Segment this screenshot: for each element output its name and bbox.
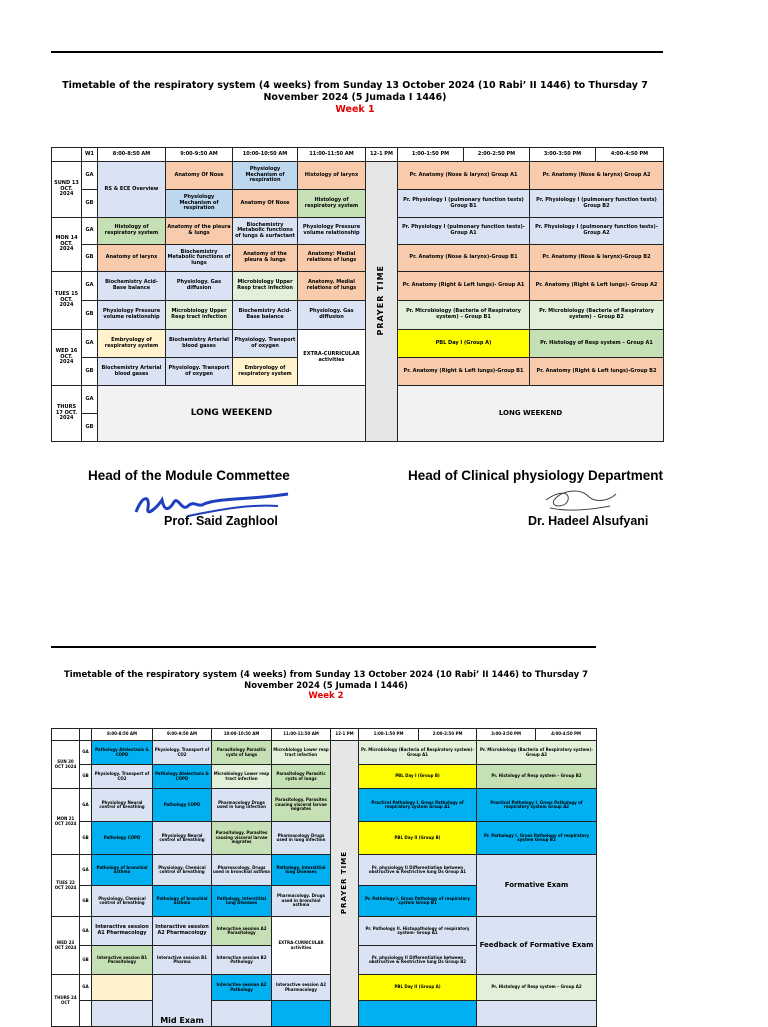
practical-cell: Pr. Microbiology (Bacteria of Respiratory system) – Group B1	[398, 301, 530, 330]
group-ga: GA	[80, 741, 92, 765]
class-cell: Physiology. Transport of CO2	[153, 741, 212, 765]
group-gb: GB	[82, 245, 98, 272]
group-gb: GB	[82, 358, 98, 386]
group-ga: GA	[80, 855, 92, 886]
practical-cell: Pr. Pathology I. Gross Pathology of respiratory system Group B2	[477, 822, 597, 855]
header-10am: 10:00-10:50 AM	[212, 729, 272, 741]
week2-title: Timetable of the respiratory system (4 weeks) from Sunday 13 October 2024 (10 Rabi’ II 1446) to Thursday 7 November 2024 (5 Jumada I 1446)	[63, 670, 589, 691]
header-1pm: 1:00-1:50 PM	[398, 148, 464, 162]
class-cell	[92, 975, 153, 1001]
class-cell: Anatomy. Medial relations of lungs	[298, 272, 366, 301]
header-3pm: 3:00-3:50 PM	[477, 729, 536, 741]
class-cell: Physiology Pressure volume relationship	[98, 301, 166, 330]
header-prayer: 12-1 PM	[331, 729, 359, 741]
practical-cell: Pr. Pathology II. Histopathology of respiratory system- Group A1	[359, 917, 477, 946]
class-cell: Biochemistry Arterial blood gases	[98, 358, 166, 386]
long-weekend-am: LONG WEEKEND	[98, 386, 366, 442]
class-cell: Biochemistry Acid-Base balance	[98, 272, 166, 301]
header-3pm: 3:00-3:50 PM	[530, 148, 596, 162]
left-signature-name: Prof. Said Zaghlool	[164, 514, 278, 528]
class-cell: Biochemistry Metabolic functions of lungs & surfactant	[233, 218, 298, 245]
class-cell: Interactive session A1 Pharmacology	[92, 917, 153, 946]
week1-title-block	[55, 80, 655, 116]
day-sun: SUND 13 OCT. 2024	[52, 162, 82, 218]
header-prayer: 12-1 PM	[366, 148, 398, 162]
header-11am: 11:00-11:50 AM	[298, 148, 366, 162]
class-cell: Anatomy Of Nose	[166, 162, 233, 190]
class-cell: Physiology. Gas diffusion	[298, 301, 366, 330]
class-cell: Interactive session A2 Pharmacology	[153, 917, 212, 946]
group-gb: GB	[82, 414, 98, 442]
class-cell: Biochemistry Arterial blood gases	[166, 330, 233, 358]
practical-cell: Practical Pathology I. Gross Pathology of respiratory system Group A1	[359, 789, 477, 822]
day-tue: TUES 15 OCT. 2024	[52, 272, 82, 330]
day-sun: SUN 20 OCT 2024	[52, 741, 80, 789]
class-cell: Histology of respiratory system	[98, 218, 166, 245]
practical-cell	[477, 1001, 597, 1027]
practical-cell: Pr. Histology of Resp system – Group A1	[530, 330, 664, 358]
practical-cell: Pr. Physiology I (pulmonary function tests) Group B2	[530, 190, 664, 218]
week1-title: Timetable of the respiratory system (4 weeks) from Sunday 13 October 2024 (10 Rabi’ II 1446) to Thursday 7 November 2024 (5 Jumada I 1446)	[62, 80, 648, 103]
formative-exam: Formative Exam	[477, 855, 597, 917]
prayer-time-label: PRAYER TIME	[339, 851, 348, 915]
right-signature-label: Head of Clinical physiology Department	[408, 468, 664, 483]
group-ga: GA	[82, 272, 98, 301]
class-cell: Pathology Atelectasis & COPD	[153, 765, 212, 789]
day-mon: MON 21 OCT 2024	[52, 789, 80, 855]
day-wed: WED 23 OCT 2024	[52, 917, 80, 975]
class-cell: Pathology of bronchial asthma	[153, 886, 212, 917]
practical-cell: Pr. Pathology I. Gross Pathology of respiratory system Group B1	[359, 886, 477, 917]
class-cell: Parasitology. Parasites causing visceral larvae migrates	[212, 822, 272, 855]
corner-cell	[80, 729, 92, 741]
class-cell: EXTRA-CURRICULAR activities	[272, 917, 331, 975]
practical-cell: Pr. Physiology I (pulmonary function tests)- Group A1	[398, 218, 530, 245]
class-cell: Physiology Mechanism of respiration	[233, 162, 298, 190]
day-mon: MON 14 OCT. 2024	[52, 218, 82, 272]
class-cell: Pathology Atelectasis & COPD	[92, 741, 153, 765]
group-gb: GB	[80, 765, 92, 789]
class-cell: Anatomy of larynx	[98, 245, 166, 272]
practical-cell: Pr. Anatomy (Right & Left lungs)-Group B1	[398, 358, 530, 386]
header-week: W1	[82, 148, 98, 162]
class-cell: Physiology. Transport of oxygen	[166, 358, 233, 386]
class-cell: Interactive session A2 Parasitology	[212, 917, 272, 946]
practical-cell: Pr. physiology II Differentiation between obstructive & Restrictive lung Ds Group A1	[359, 855, 477, 886]
header-9am: 9:00-9:50 AM	[153, 729, 212, 741]
practical-cell: Pr. Histology of Resp system – Group A2	[477, 975, 597, 1001]
group-ga: GA	[82, 162, 98, 190]
class-cell: EXTRA-CURRICULAR activities	[298, 330, 366, 386]
class-cell: Pharmacology. Drugs used in bronchial asthma	[212, 855, 272, 886]
header-8am: 8:00-8:50 AM	[98, 148, 166, 162]
day-thu: THURS 17 OCT. 2024	[52, 386, 82, 442]
group-gb: GB	[80, 822, 92, 855]
class-cell: Physiology Neural control of breathing	[92, 789, 153, 822]
prayer-time	[366, 162, 398, 442]
practical-cell: Pr. Anatomy (Nose & larynx) Group A1	[398, 162, 530, 190]
week2-label: Week 2	[308, 691, 344, 702]
practical-cell: Pr. Microbiology (Bacteria of Respiratory system) – Group B2	[530, 301, 664, 330]
class-cell: Embryology of respiratory system	[233, 358, 298, 386]
group-ga: GA	[82, 386, 98, 414]
header-2pm: 2:00-2:50 PM	[419, 729, 477, 741]
class-cell: Parasitology Parasitic cysts of lungs	[272, 765, 331, 789]
header-4pm: 4:00-4:50 PM	[536, 729, 597, 741]
class-cell: Physiology Pressure volume relationship	[298, 218, 366, 245]
group-ga: GA	[82, 330, 98, 358]
class-cell	[92, 1001, 153, 1027]
group-gb: GB	[82, 190, 98, 218]
formative-feedback: Feedback of Formative Exam	[477, 917, 597, 975]
practical-cell: Pr. Anatomy (Nose & larynx) Group A2	[530, 162, 664, 190]
class-cell: Pathology. Interstitial lung Diseases	[272, 855, 331, 886]
class-cell: Interactive session B2 Pathology	[212, 946, 272, 975]
practical-cell: Pr. Physiology I (pulmonary function tests)- Group A2	[530, 218, 664, 245]
class-cell: Physiology Neural control of breathing	[153, 822, 212, 855]
group-gb	[80, 1001, 92, 1027]
practical-cell: Pr. physiology II Differentiation between obstructive & Restrictive lung Ds Group B2	[359, 946, 477, 975]
group-gb: GB	[80, 946, 92, 975]
practical-cell: PBL Day II (Group B)	[359, 822, 477, 855]
class-cell: Physiology. Transport of CO2	[92, 765, 153, 789]
group-gb: GB	[82, 301, 98, 330]
class-cell: Parasitology Parasitic cysts of lungs	[212, 741, 272, 765]
class-cell: Histology of respiratory system	[298, 190, 366, 218]
practical-cell: Pr. Anatomy (Nose & larynx)-Group B1	[398, 245, 530, 272]
class-cell: Anatomy of the pleura & lungs	[233, 245, 298, 272]
right-signature-name: Dr. Hadeel Alsufyani	[528, 514, 649, 528]
week2-timetable	[51, 728, 597, 1027]
day-tue: TUES 22 OCT 2024	[52, 855, 80, 917]
group-ga: GA	[80, 917, 92, 946]
practical-cell: Pr. Histology of Resp system – Group B2	[477, 765, 597, 789]
class-cell: Physiology. Chemical control of breathing	[153, 855, 212, 886]
class-cell: Physiology. Transport of oxygen	[233, 330, 298, 358]
right-signature-scribble	[540, 486, 620, 514]
group-gb: GB	[80, 886, 92, 917]
day-thu: THURS 24 OCT	[52, 975, 80, 1027]
class-cell: Physiology Mechanism of respiration	[166, 190, 233, 218]
class-cell: Microbiology Lower resp tract infection	[272, 741, 331, 765]
class-cell: Microbiology Upper Resp tract infection	[166, 301, 233, 330]
group-ga: GA	[82, 218, 98, 245]
practical-cell: Pr. Anatomy (Right & Left lungs)-Group B2	[530, 358, 664, 386]
class-cell: Physiology. Chemical control of breathing	[92, 886, 153, 917]
long-weekend-pm: LONG WEEKEND	[398, 386, 664, 442]
class-cell: Microbiology Lower resp tract infection	[212, 765, 272, 789]
class-cell: Anatomy Of Nose	[233, 190, 298, 218]
top-rule	[51, 51, 663, 53]
class-cell: Parasitology. Parasites causing visceral larvae migrates	[272, 789, 331, 822]
prayer-time-label: PRAYER TIME	[376, 264, 386, 336]
practical-cell: PBL Day II (Group A)	[359, 975, 477, 1001]
practical-cell	[359, 1001, 477, 1027]
class-cell: Pathology COPD	[153, 789, 212, 822]
corner-cell	[52, 729, 80, 741]
class-cell: Biochemistry Metabolic functions of lungs	[166, 245, 233, 272]
class-cell: Pharmacology. Drugs used in bronchial asthma	[272, 886, 331, 917]
practical-cell: Pr. Physiology I (pulmonary function tests) Group B1	[398, 190, 530, 218]
class-cell: Pathology COPD	[92, 822, 153, 855]
header-2pm: 2:00-2:50 PM	[464, 148, 530, 162]
prayer-time	[331, 741, 359, 1027]
corner-cell	[52, 148, 82, 162]
header-8am: 8:00-8:50 AM	[92, 729, 153, 741]
practical-cell: Pr. Microbiology (Bacteria of Respiratory system)-Group A2	[477, 741, 597, 765]
class-cell: Pharmacology Drugs used in lung infection	[272, 822, 331, 855]
class-cell: Physiology. Gas diffusion	[166, 272, 233, 301]
class-cell	[212, 1001, 272, 1027]
day-wed: WED 16 OCT. 2024	[52, 330, 82, 386]
practical-cell: PBL Day I (Group A)	[398, 330, 530, 358]
header-11am: 11:00-11:50 AM	[272, 729, 331, 741]
class-cell: Interactive session B1 Pharma	[153, 946, 212, 975]
class-cell: Anatomy: Medial relations of lungs	[298, 245, 366, 272]
class-cell: Histology of larynx	[298, 162, 366, 190]
practical-cell: Pr. Microbiology (Bacteria of Respiratory system)-Group A1	[359, 741, 477, 765]
week2-rule	[51, 646, 596, 648]
header-4pm: 4:00-4:50 PM	[596, 148, 664, 162]
header-1pm: 1:00-1:50 PM	[359, 729, 419, 741]
group-ga: GA	[80, 789, 92, 822]
week1-timetable	[51, 147, 664, 442]
class-cell	[272, 1001, 331, 1027]
class-cell: Pharmacology Drugs used in lung infection	[212, 789, 272, 822]
class-cell: Embryology of respiratory system	[98, 330, 166, 358]
class-cell: Pathology of bronchial asthma	[92, 855, 153, 886]
practical-cell: Pr. Anatomy (Right & Left lungs)- Group A2	[530, 272, 664, 301]
practical-cell: Pr. Anatomy (Right & Left lungs)- Group A1	[398, 272, 530, 301]
class-cell: Pathology. Interstitial lung Diseases	[212, 886, 272, 917]
class-cell: Interactive session A2 Pathology	[212, 975, 272, 1001]
practical-cell: Practical Pathology I. Gross Pathology of respiratory system Group A2	[477, 789, 597, 822]
mid-exam: Mid Exam	[153, 975, 212, 1027]
practical-cell: Pr. Anatomy (Nose & larynx)-Group B2	[530, 245, 664, 272]
week2-title-block	[52, 670, 600, 702]
group-ga: GA	[80, 975, 92, 1001]
header-9am: 9:00-9:50 AM	[166, 148, 233, 162]
left-signature-label: Head of the Module Commettee	[88, 468, 290, 483]
class-cell: RS & ECE Overview	[98, 162, 166, 218]
class-cell: Biochemistry Acid-Base balance	[233, 301, 298, 330]
class-cell: Anatomy of the pleura & lungs	[166, 218, 233, 245]
header-10am: 10:00-10:50 AM	[233, 148, 298, 162]
practical-cell: PBL Day I (Group B)	[359, 765, 477, 789]
week1-label: Week 1	[335, 103, 375, 115]
class-cell: Microbiology Upper Resp tract infection	[233, 272, 298, 301]
class-cell: Interactive session A2 Pharmacology	[272, 975, 331, 1001]
class-cell: Interactive session B1 Parasitology	[92, 946, 153, 975]
